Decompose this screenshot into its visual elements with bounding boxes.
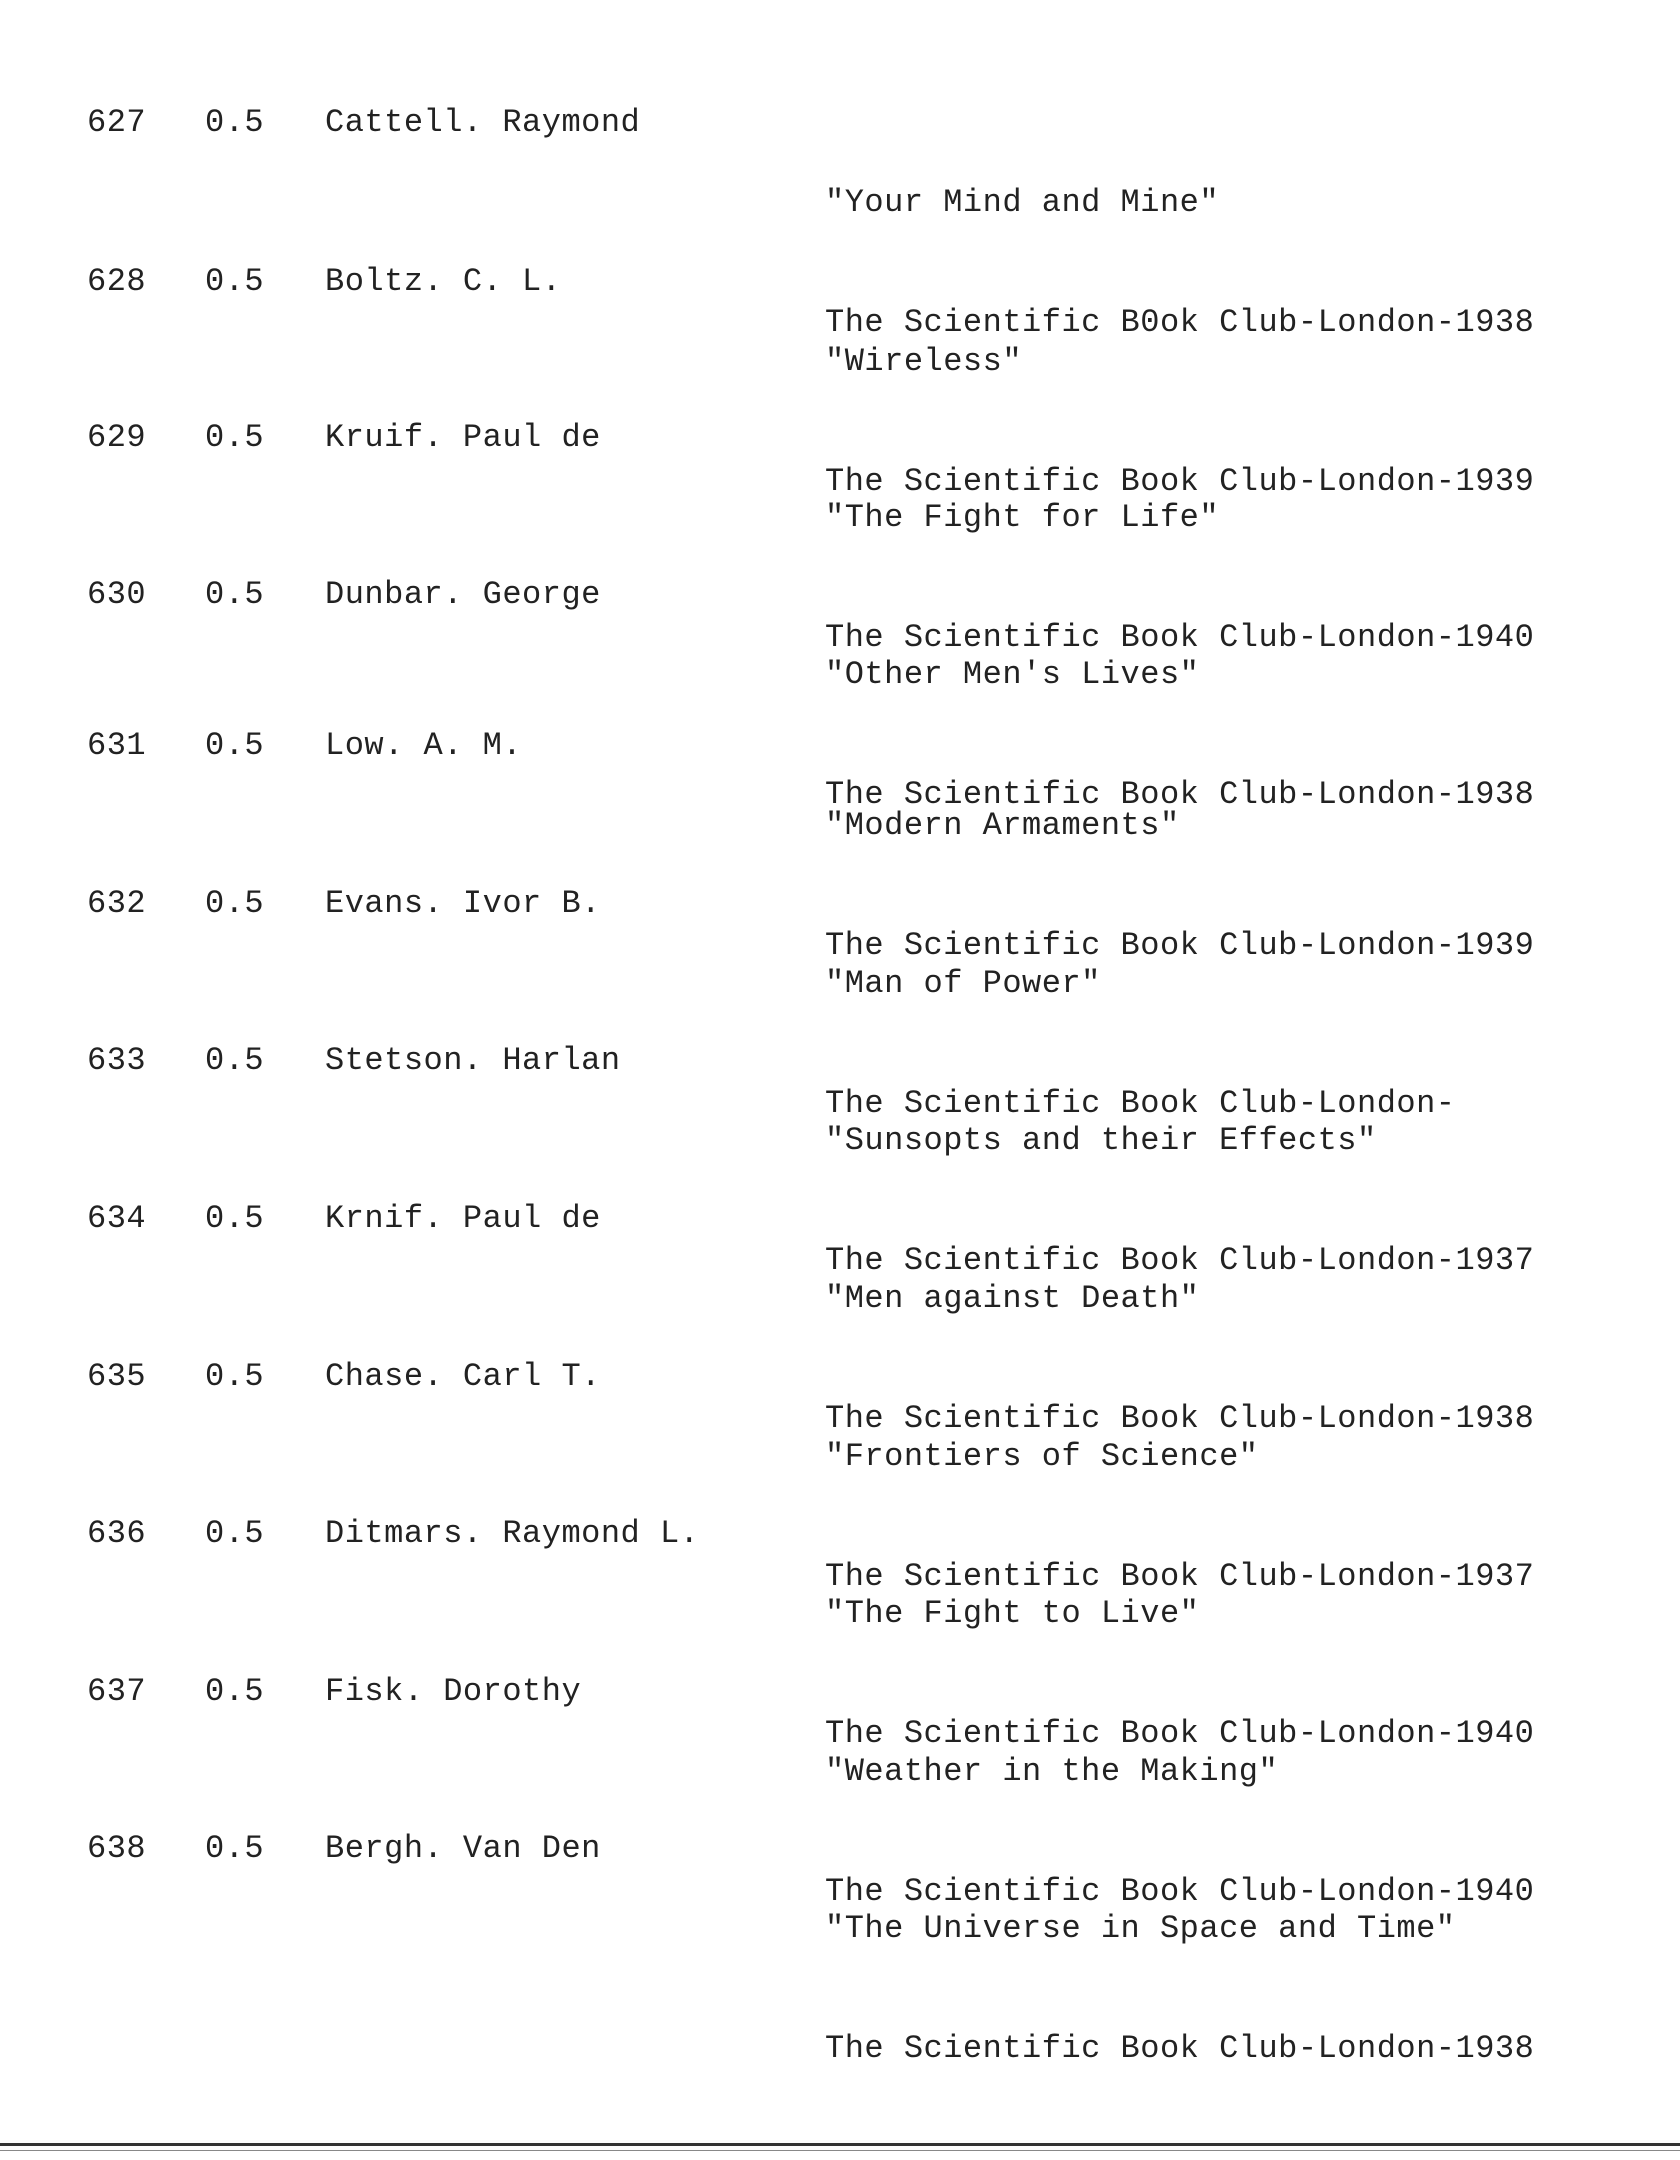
entry-publisher: The Scientific B0ok Club-London-1938 [825, 304, 1535, 341]
entry-title: "Your Mind and Mine" [825, 184, 1220, 221]
entry-value: 0.5 [205, 263, 265, 300]
entry-value: 0.5 [205, 1515, 265, 1552]
entry-number: 638 [87, 1830, 147, 1867]
entry-title: "Frontiers of Science" [825, 1438, 1259, 1475]
entry-title: "Men against Death" [825, 1280, 1200, 1317]
entry-publisher: The Scientific Book Club-London-1939 [825, 927, 1535, 964]
entry-publisher: The Scientific Book Club-London-1937 [825, 1242, 1535, 1279]
catalogue-entry [0, 1829, 1680, 2067]
entry-title: "Wireless" [825, 343, 1023, 380]
entry-title: "Modern Armaments" [825, 807, 1180, 844]
entry-title: "The Universe in Space and Time" [825, 1910, 1456, 1947]
entry-number: 637 [87, 1673, 147, 1710]
entry-author: Stetson. Harlan [325, 1042, 621, 1079]
entry-author: Kruif. Paul de [325, 419, 601, 456]
entry-publisher: The Scientific Book Club-London-1940 [825, 1873, 1535, 1910]
entry-value: 0.5 [205, 1042, 265, 1079]
entry-number: 629 [87, 419, 147, 456]
entry-number: 633 [87, 1042, 147, 1079]
entry-author: Evans. Ivor B. [325, 885, 601, 922]
entry-number: 635 [87, 1358, 147, 1395]
entry-value: 0.5 [205, 419, 265, 456]
entry-value: 0.5 [205, 1830, 265, 1867]
entry-value: 0.5 [205, 104, 265, 141]
entry-author: Fisk. Dorothy [325, 1673, 582, 1710]
entry-publisher: The Scientific Book Club-London-1937 [825, 1558, 1535, 1595]
entry-value: 0.5 [205, 727, 265, 764]
entry-number: 631 [87, 727, 147, 764]
entry-publisher: The Scientific Book Club-London-1940 [825, 1715, 1535, 1752]
entry-title: "The Fight for Life" [825, 499, 1220, 536]
entry-value: 0.5 [205, 1358, 265, 1395]
entry-author: Cattell. Raymond [325, 104, 641, 141]
entry-publisher: The Scientific Book Club-London-1939 [825, 463, 1535, 500]
entry-author: Boltz. C. L. [325, 263, 562, 300]
entry-number: 634 [87, 1200, 147, 1237]
entry-publisher: The Scientific Book Club-London-1938 [825, 776, 1535, 813]
entry-value: 0.5 [205, 576, 265, 613]
entry-number: 636 [87, 1515, 147, 1552]
entry-publisher: The Scientific Book Club-London-1938 [825, 2030, 1535, 2067]
entry-title: "Other Men's Lives" [825, 656, 1200, 693]
entry-title: "Weather in the Making" [825, 1753, 1279, 1790]
entry-author: Low. A. M. [325, 727, 523, 764]
entry-number: 627 [87, 104, 147, 141]
entry-author: Krnif. Paul de [325, 1200, 601, 1237]
entry-value: 0.5 [205, 1673, 265, 1710]
entry-title: "Sunsopts and their Effects" [825, 1122, 1377, 1159]
entry-value: 0.5 [205, 885, 265, 922]
entry-book [825, 1829, 1534, 2149]
entry-author: Bergh. Van Den [325, 1830, 601, 1867]
entry-number: 632 [87, 885, 147, 922]
entry-number: 628 [87, 263, 147, 300]
entry-title: "Man of Power" [825, 965, 1101, 1002]
bottom-rule-shadow [0, 2150, 1680, 2151]
entry-value: 0.5 [205, 1200, 265, 1237]
bottom-rule [0, 2143, 1680, 2146]
entry-publisher: The Scientific Book Club-London-1940 [825, 619, 1535, 656]
entry-author: Dunbar. George [325, 576, 601, 613]
entry-publisher: The Scientific Book Club-London- [825, 1085, 1456, 1122]
entry-author: Chase. Carl T. [325, 1358, 601, 1395]
entry-title: "The Fight to Live" [825, 1595, 1200, 1632]
entry-publisher: The Scientific Book Club-London-1938 [825, 1400, 1535, 1437]
entry-number: 630 [87, 576, 147, 613]
entry-author: Ditmars. Raymond L. [325, 1515, 700, 1552]
